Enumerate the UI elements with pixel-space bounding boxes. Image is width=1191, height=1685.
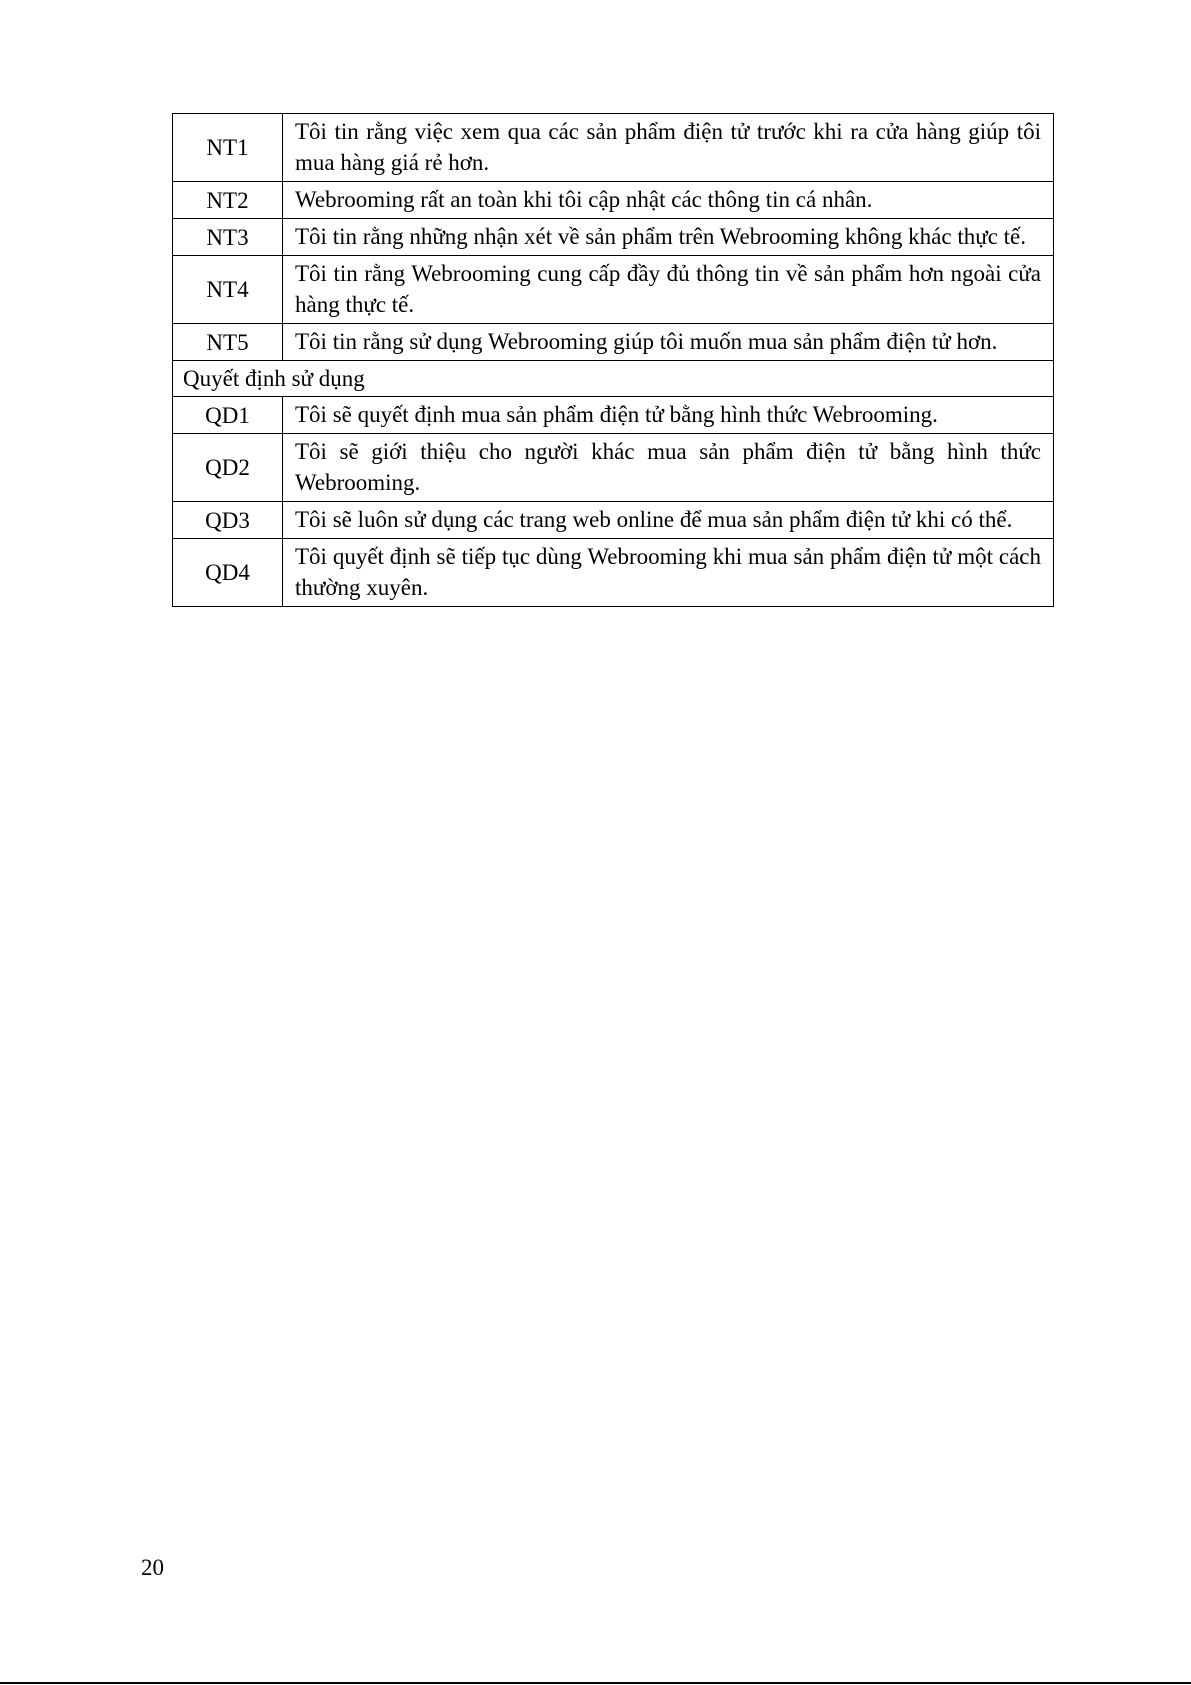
- item-code: QD1: [173, 397, 283, 434]
- item-statement: Webrooming rất an toàn khi tôi cập nhật các thông tin cá nhân.: [283, 182, 1054, 219]
- item-code: NT1: [173, 114, 283, 182]
- section-title: Quyết định sử dụng: [173, 361, 1054, 397]
- table-row: [173, 502, 1054, 539]
- table-row: [173, 114, 1054, 182]
- item-code: NT5: [173, 324, 283, 361]
- table-row: [173, 434, 1054, 502]
- item-statement: Tôi tin rằng những nhận xét về sản phẩm trên Webrooming không khác thực tế.: [283, 219, 1054, 256]
- survey-items-table: [172, 113, 1054, 607]
- item-statement: Tôi tin rằng Webrooming cung cấp đầy đủ thông tin về sản phẩm hơn ngoài cửa hàng thực tế.: [283, 256, 1054, 324]
- page-number: 20: [141, 1555, 164, 1580]
- table-row: [173, 539, 1054, 607]
- table-row: [173, 397, 1054, 434]
- item-code: NT2: [173, 182, 283, 219]
- table-row: [173, 256, 1054, 324]
- table-row: [173, 182, 1054, 219]
- item-statement: Tôi quyết định sẽ tiếp tục dùng Webrooming khi mua sản phẩm điện tử một cách thường xuyên.: [283, 539, 1054, 607]
- item-code: QD4: [173, 539, 283, 607]
- item-code: NT3: [173, 219, 283, 256]
- table-row: [173, 219, 1054, 256]
- item-statement: Tôi sẽ luôn sử dụng các trang web online để mua sản phẩm điện tử khi có thể.: [283, 502, 1054, 539]
- bottom-divider: [0, 1682, 1191, 1684]
- table-row: [173, 324, 1054, 361]
- item-statement: Tôi sẽ quyết định mua sản phẩm điện tử bằng hình thức Webrooming.: [283, 397, 1054, 434]
- item-statement: Tôi tin rằng sử dụng Webrooming giúp tôi muốn mua sản phẩm điện tử hơn.: [283, 324, 1054, 361]
- item-code: QD2: [173, 434, 283, 502]
- item-statement: Tôi sẽ giới thiệu cho người khác mua sản phẩm điện tử bằng hình thức Webrooming.: [283, 434, 1054, 502]
- item-code: NT4: [173, 256, 283, 324]
- section-header-row: [173, 361, 1054, 397]
- item-code: QD3: [173, 502, 283, 539]
- item-statement: Tôi tin rằng việc xem qua các sản phẩm điện tử trước khi ra cửa hàng giúp tôi mua hàng giá rẻ hơn.: [283, 114, 1054, 182]
